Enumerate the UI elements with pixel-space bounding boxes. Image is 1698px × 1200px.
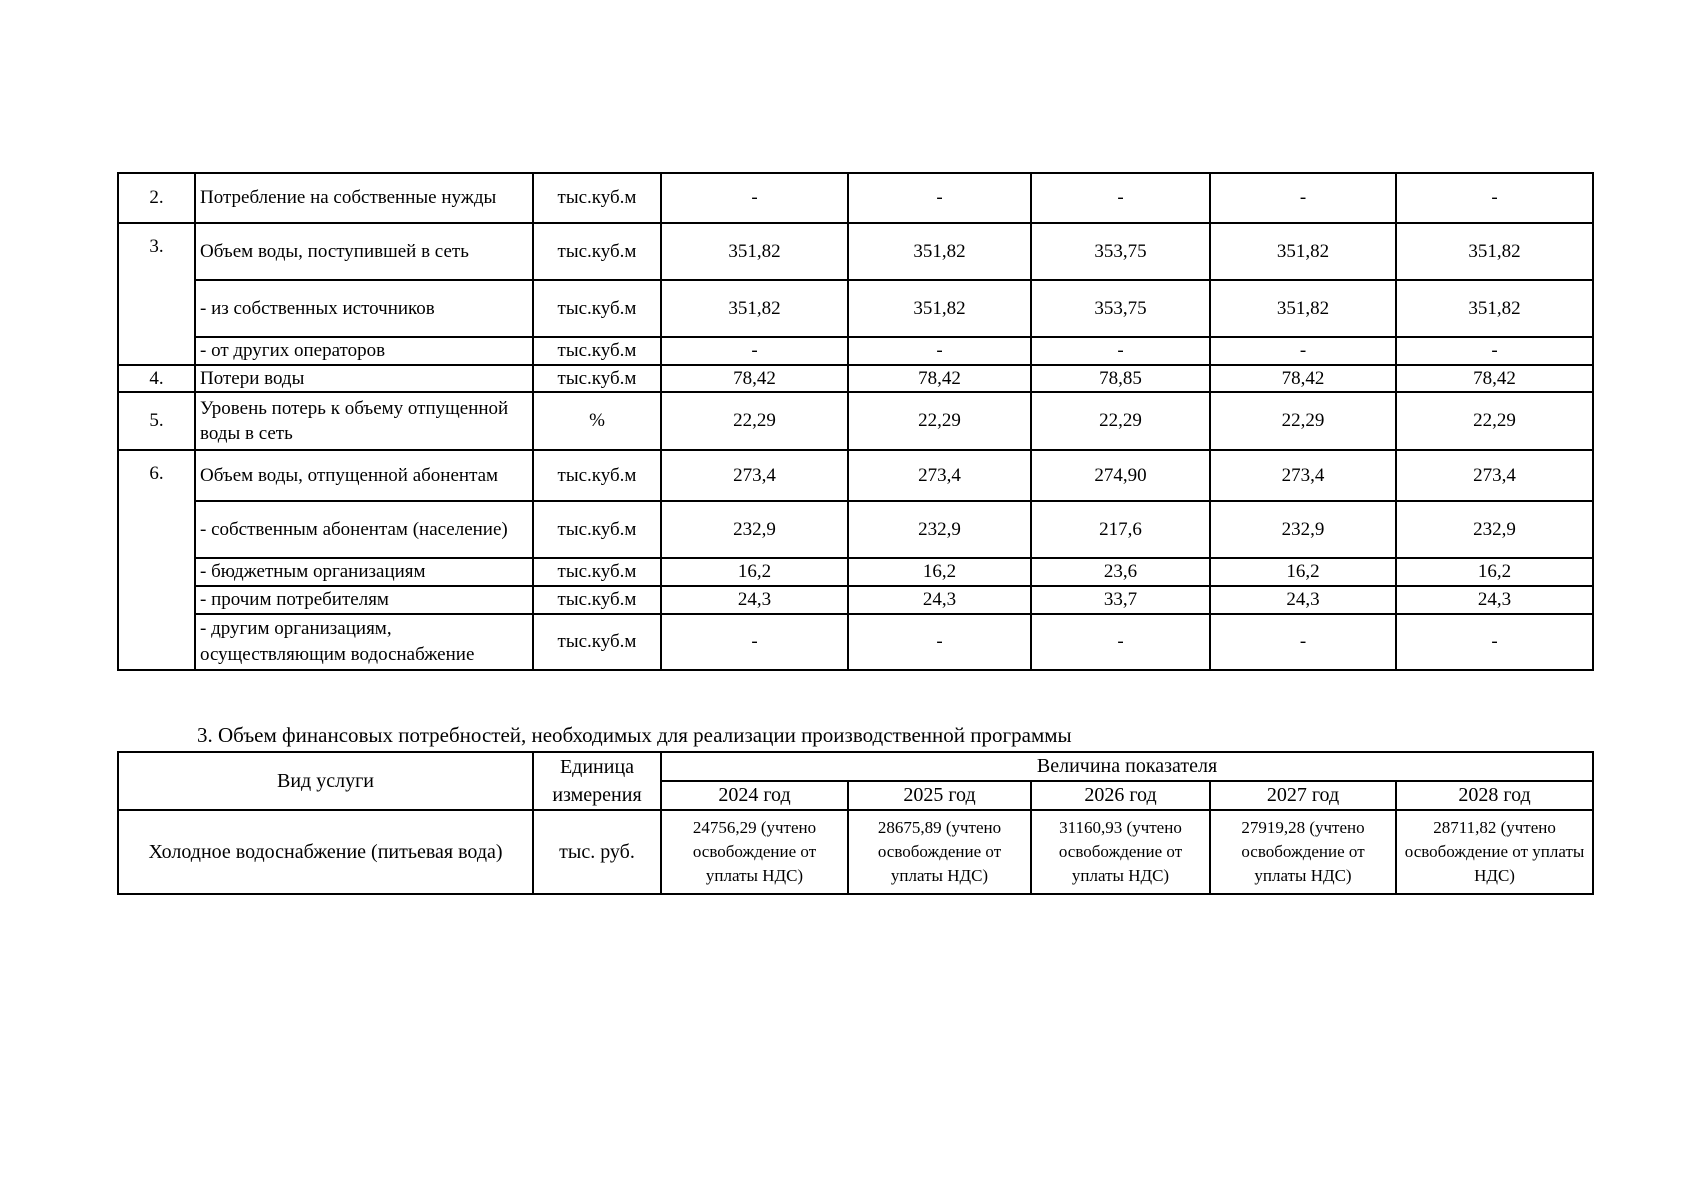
value-cell: -	[1031, 337, 1210, 365]
unit-cell: тыс.куб.м	[533, 365, 661, 393]
value-cell: 232,9	[1210, 501, 1396, 558]
unit-cell: тыс.куб.м	[533, 223, 661, 280]
value-cell: -	[1396, 173, 1593, 223]
row-number: 6.	[118, 450, 195, 501]
value-cell: 78,85	[1031, 365, 1210, 393]
value-cell: 217,6	[1031, 501, 1210, 558]
value-cell: 232,9	[848, 501, 1031, 558]
value-cell: 24756,29 (учтено освобождение от уплаты НДС)	[661, 810, 848, 894]
table-row	[118, 450, 1593, 501]
value-cell: -	[1210, 614, 1396, 670]
table-row	[118, 810, 1593, 894]
value-cell: 31160,93 (учтено освобождение от уплаты НДС)	[1031, 810, 1210, 894]
unit-cell: тыс.куб.м	[533, 450, 661, 501]
value-cell: 22,29	[1031, 392, 1210, 450]
unit-cell: тыс.куб.м	[533, 614, 661, 670]
unit-header-line1: Единица	[533, 752, 661, 781]
row-number	[118, 501, 195, 558]
year-header: 2027 год	[1210, 781, 1396, 810]
table-row	[118, 223, 1593, 280]
value-cell: -	[1210, 337, 1396, 365]
value-cell: 351,82	[661, 223, 848, 280]
header-row	[118, 752, 1593, 781]
value-cell: 24,3	[1210, 586, 1396, 614]
indicator-name: Потери воды	[195, 365, 533, 393]
table-row	[118, 501, 1593, 558]
row-number: 3.	[118, 223, 195, 280]
table-row	[118, 280, 1593, 337]
year-header: 2025 год	[848, 781, 1031, 810]
value-cell: 351,82	[848, 280, 1031, 337]
value-cell: 351,82	[1210, 280, 1396, 337]
indicator-name: Уровень потерь к объему отпущенной воды в сеть	[195, 392, 533, 450]
table-row	[118, 614, 1593, 670]
row-number	[118, 614, 195, 670]
indicator-name: - другим организациям, осуществляющим водоснабжение	[195, 614, 533, 670]
unit-cell: тыс.куб.м	[533, 280, 661, 337]
row-number: 4.	[118, 365, 195, 393]
unit-cell: тыс.куб.м	[533, 173, 661, 223]
value-cell: 22,29	[1396, 392, 1593, 450]
table-row	[118, 173, 1593, 223]
value-cell: 351,82	[848, 223, 1031, 280]
indicator-name: - собственным абонентам (население)	[195, 501, 533, 558]
table-row	[118, 365, 1593, 393]
value-cell: 16,2	[848, 558, 1031, 586]
unit-cell: тыс.куб.м	[533, 501, 661, 558]
indicator-name: Потребление на собственные нужды	[195, 173, 533, 223]
value-cell: 351,82	[1396, 223, 1593, 280]
value-cell: 273,4	[848, 450, 1031, 501]
value-cell: 28675,89 (учтено освобождение от уплаты НДС)	[848, 810, 1031, 894]
value-cell: -	[848, 614, 1031, 670]
value-cell: 16,2	[1396, 558, 1593, 586]
production-indicators-table	[117, 172, 1594, 671]
value-cell: -	[1396, 614, 1593, 670]
unit-cell: тыс.куб.м	[533, 558, 661, 586]
section-title: 3. Объем финансовых потребностей, необходимых для реализации производственной программы	[197, 723, 1072, 747]
table-row	[118, 586, 1593, 614]
row-number	[118, 337, 195, 365]
value-cell: 274,90	[1031, 450, 1210, 501]
table-row	[118, 558, 1593, 586]
unit-header-line2: измерения	[533, 781, 661, 810]
value-cell: -	[1031, 173, 1210, 223]
value-cell: -	[848, 173, 1031, 223]
unit-cell: тыс. руб.	[533, 810, 661, 894]
value-cell: 24,3	[1396, 586, 1593, 614]
value-cell: 273,4	[1396, 450, 1593, 501]
value-cell: 33,7	[1031, 586, 1210, 614]
value-cell: 78,42	[1396, 365, 1593, 393]
value-cell: 27919,28 (учтено освобождение от уплаты НДС)	[1210, 810, 1396, 894]
value-cell: 78,42	[848, 365, 1031, 393]
value-cell: 273,4	[1210, 450, 1396, 501]
value-cell: 24,3	[848, 586, 1031, 614]
value-cell: 273,4	[661, 450, 848, 501]
value-cell: -	[1031, 614, 1210, 670]
row-number	[118, 558, 195, 586]
row-number	[118, 280, 195, 337]
value-cell: 22,29	[848, 392, 1031, 450]
value-cell: -	[1210, 173, 1396, 223]
value-cell: -	[848, 337, 1031, 365]
unit-cell: тыс.куб.м	[533, 337, 661, 365]
indicator-name: Объем воды, поступившей в сеть	[195, 223, 533, 280]
value-cell: 351,82	[1396, 280, 1593, 337]
indicator-name: Объем воды, отпущенной абонентам	[195, 450, 533, 501]
value-cell: 22,29	[1210, 392, 1396, 450]
value-cell: 353,75	[1031, 280, 1210, 337]
year-header: 2024 год	[661, 781, 848, 810]
table-row	[118, 392, 1593, 450]
unit-cell: %	[533, 392, 661, 450]
financial-needs-table	[117, 751, 1594, 895]
unit-cell: тыс.куб.м	[533, 586, 661, 614]
value-header: Величина показателя	[661, 752, 1593, 781]
value-cell: 28711,82 (учтено освобождение от уплаты НДС)	[1396, 810, 1593, 894]
value-cell: -	[661, 173, 848, 223]
row-number	[118, 586, 195, 614]
value-cell: 232,9	[661, 501, 848, 558]
value-cell: 232,9	[1396, 501, 1593, 558]
indicator-name: - из собственных источников	[195, 280, 533, 337]
value-cell: -	[661, 337, 848, 365]
value-cell: 24,3	[661, 586, 848, 614]
table-row	[118, 337, 1593, 365]
value-cell: -	[661, 614, 848, 670]
row-number: 2.	[118, 173, 195, 223]
value-cell: 78,42	[1210, 365, 1396, 393]
service-name: Холодное водоснабжение (питьевая вода)	[118, 810, 533, 894]
value-cell: -	[1396, 337, 1593, 365]
indicator-name: - бюджетным организациям	[195, 558, 533, 586]
value-cell: 23,6	[1031, 558, 1210, 586]
year-header: 2026 год	[1031, 781, 1210, 810]
value-cell: 16,2	[1210, 558, 1396, 586]
value-cell: 16,2	[661, 558, 848, 586]
value-cell: 351,82	[1210, 223, 1396, 280]
value-cell: 351,82	[661, 280, 848, 337]
indicator-name: - прочим потребителям	[195, 586, 533, 614]
service-header: Вид услуги	[118, 752, 533, 810]
indicator-name: - от других операторов	[195, 337, 533, 365]
row-number: 5.	[118, 392, 195, 450]
value-cell: 22,29	[661, 392, 848, 450]
value-cell: 78,42	[661, 365, 848, 393]
value-cell: 353,75	[1031, 223, 1210, 280]
year-header: 2028 год	[1396, 781, 1593, 810]
